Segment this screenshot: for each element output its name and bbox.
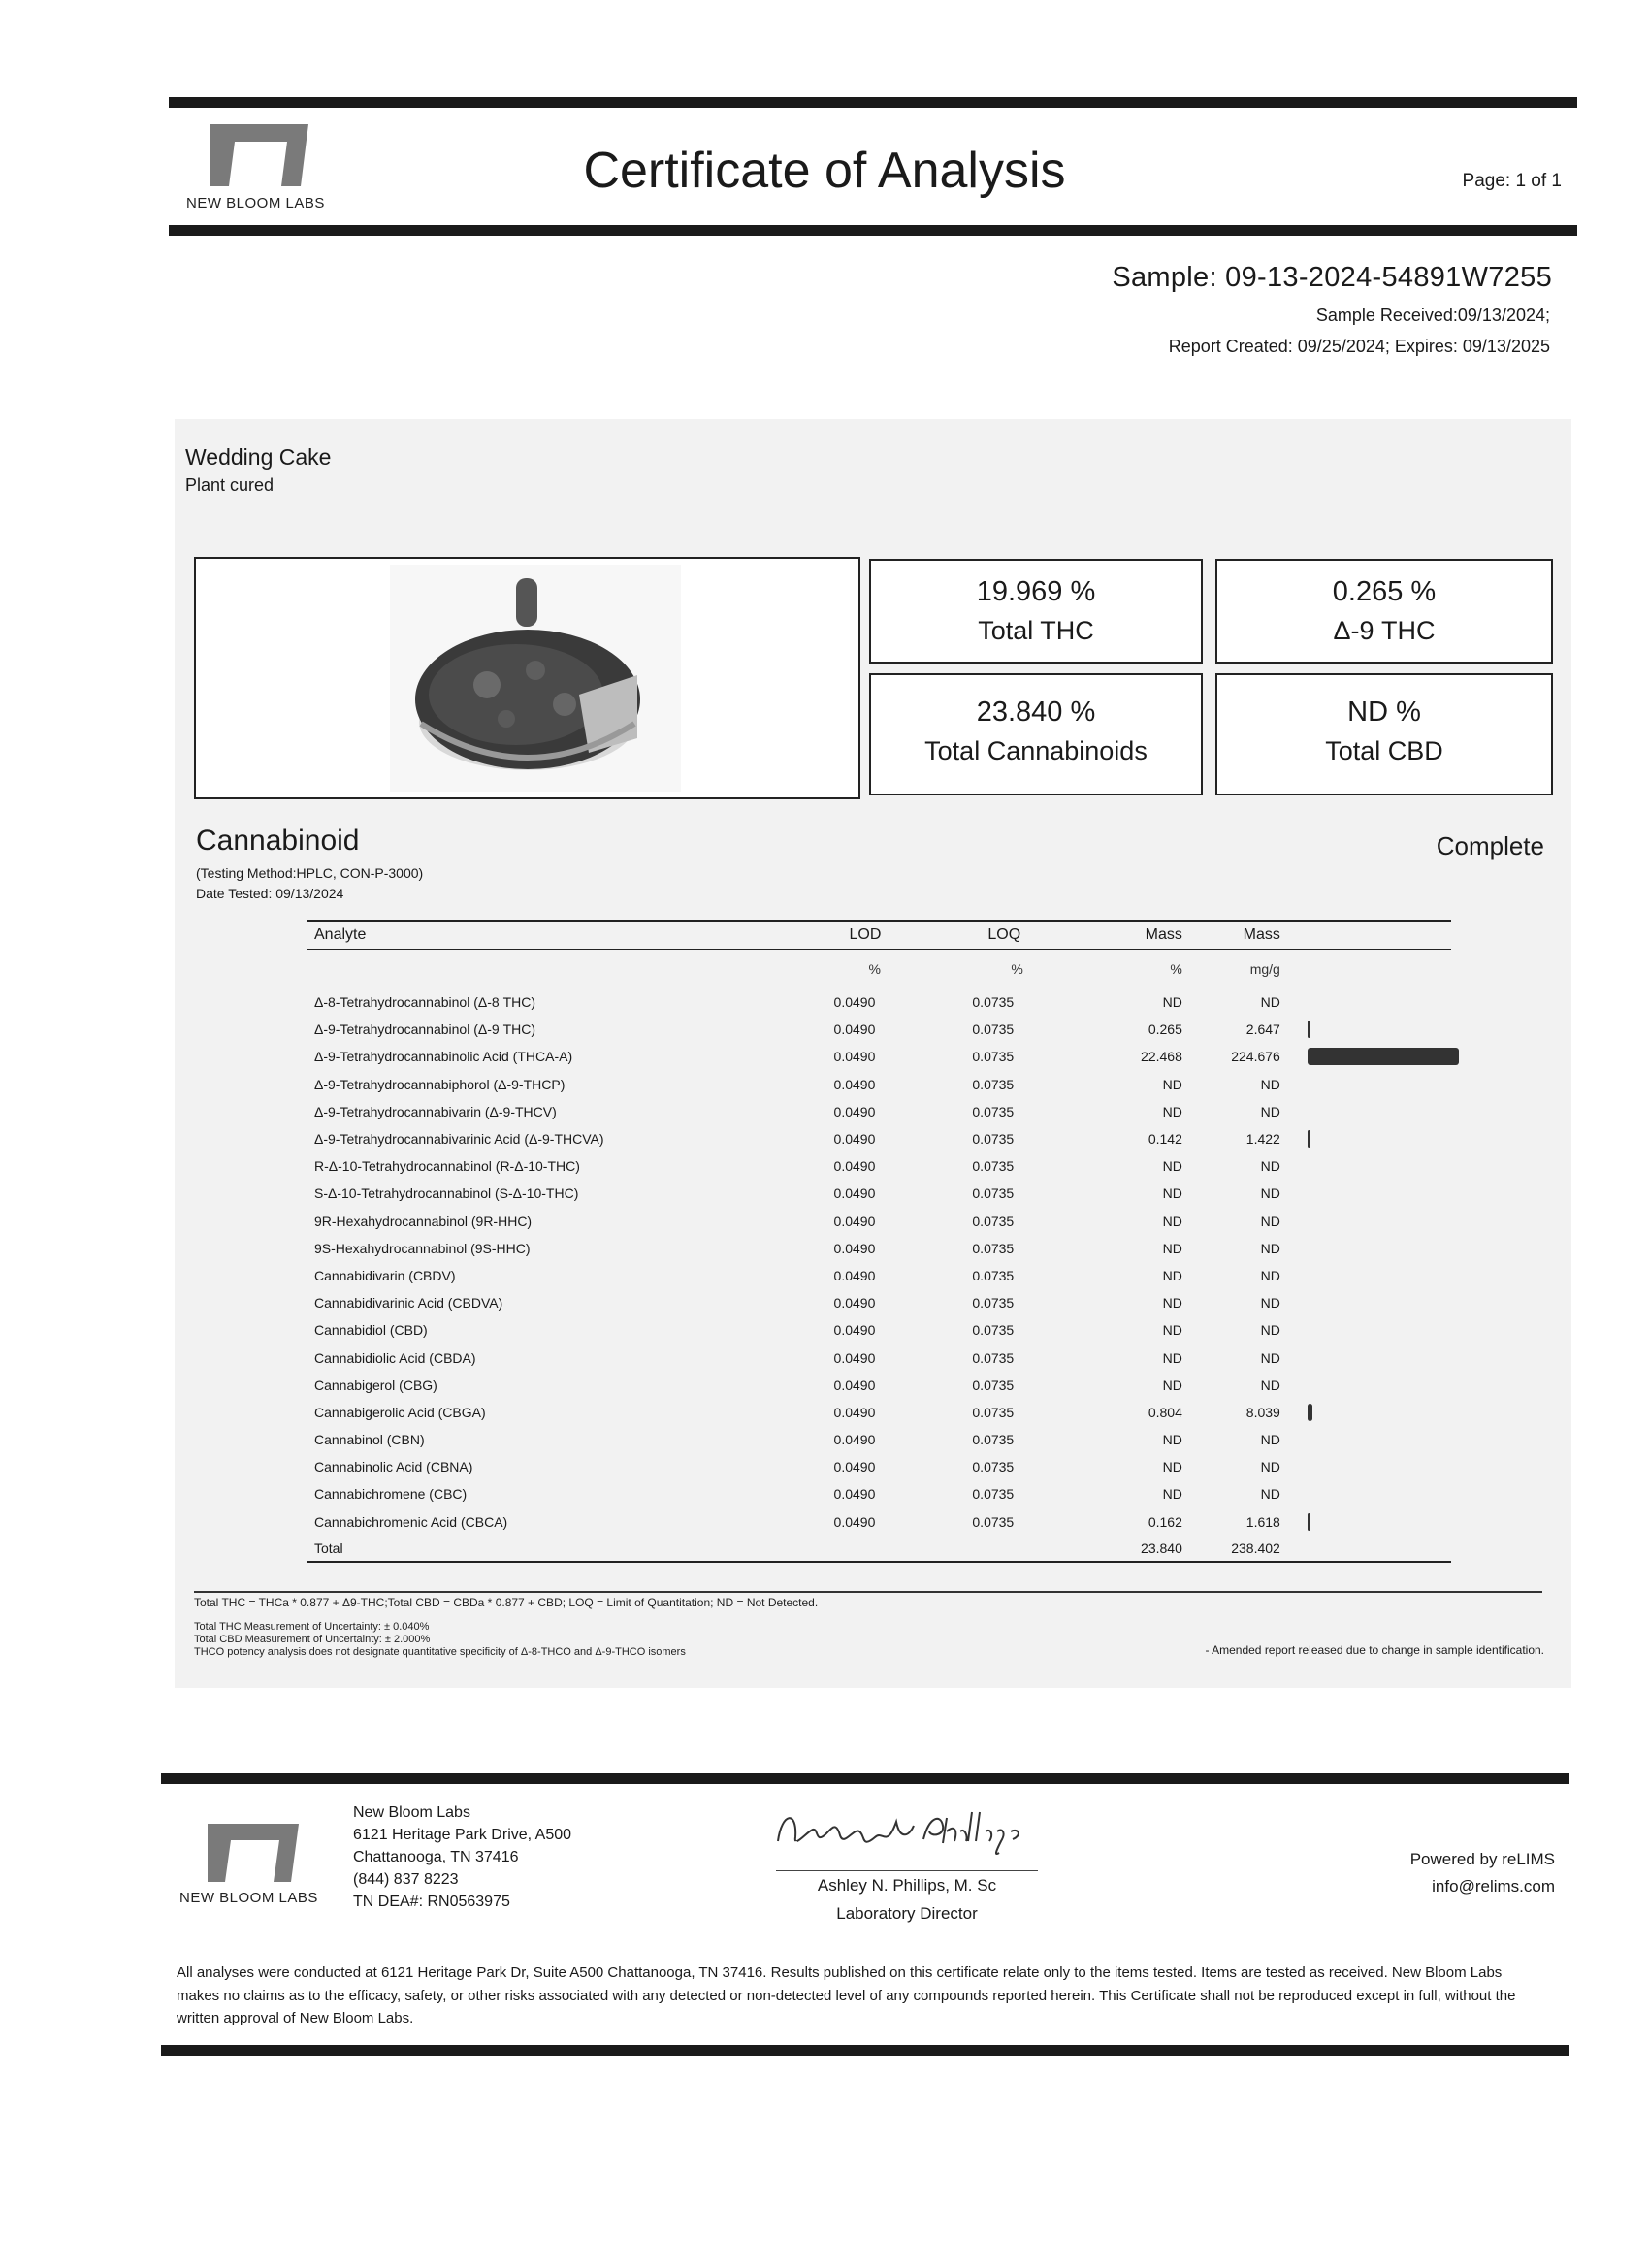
mass-bar-cell [1288,1453,1451,1480]
loq-cell: 0.0735 [972,1103,1015,1119]
table-row [307,1262,1451,1289]
signature-text: Ashley N Phillips [772,1839,873,1853]
lod-cell: 0.0490 [833,1486,876,1503]
unit-loq: % [1011,961,1023,977]
analyte-cell: 9S-Hexahydrocannabinol (9S-HHC) [314,1240,531,1256]
lod-cell: 0.0490 [833,1459,876,1475]
mass-mg-cell: ND [1260,1295,1280,1312]
formula-note: Total THC = THCa * 0.877 + Δ9-THC;Total CBD = CBDa * 0.877 + CBD; LOQ = Limit of Quantitation; ND = Not Detected. [194,1596,819,1609]
loq-cell: 0.0735 [972,1240,1015,1256]
mass-pct-cell: ND [1162,1377,1182,1393]
mass-mg-cell: ND [1260,1267,1280,1283]
table-row [307,1180,1451,1207]
product-photo [196,559,858,797]
unit-mass-pct: % [1170,961,1182,977]
loq-cell: 0.0735 [972,1432,1015,1448]
mass-pct-cell: ND [1162,1432,1182,1448]
loq-cell: 0.0735 [972,1322,1015,1339]
table-row [307,1125,1451,1152]
footer-logo-text: NEW BLOOM LABS [179,1890,318,1906]
mass-bar-cell [1288,1071,1451,1098]
analyte-cell: Cannabichromenic Acid (CBCA) [314,1513,508,1530]
lod-cell: 0.0490 [833,1076,876,1092]
analyte-cell: Δ-9-Tetrahydrocannabiphorol (Δ-9-THCP) [314,1076,566,1092]
total-cbd-value: ND % [1347,697,1421,728]
mass-pct-cell: ND [1162,1158,1182,1175]
testing-method: (Testing Method:HPLC, CON-P-3000) [196,865,424,881]
mass-bar-cell [1288,1180,1451,1207]
loq-cell: 0.0735 [972,1185,1015,1202]
table-row [307,1426,1451,1453]
table-row [307,1453,1451,1480]
mass-pct-cell: ND [1162,1076,1182,1092]
date-tested: Date Tested: 09/13/2024 [196,886,344,901]
mass-pct-cell: ND [1162,1459,1182,1475]
analyte-cell: Δ-9-Tetrahydrocannabivarinic Acid (Δ-9-THCVA) [314,1131,604,1148]
mass-mg-cell: 2.647 [1245,1021,1280,1038]
loq-cell: 0.0735 [972,1158,1015,1175]
footer-bottom-rule [161,2045,1569,2056]
lod-cell: 0.0490 [833,1213,876,1229]
loq-cell: 0.0735 [972,1513,1015,1530]
page-number: Page: 1 of 1 [1462,171,1562,191]
thc-uncertainty-note: Total THC Measurement of Uncertainty: ± 0.040% [194,1621,430,1633]
mass-bar [1308,1513,1310,1531]
total-cannabinoids-value: 23.840 % [976,697,1096,728]
header-lod: LOD [834,921,973,950]
mass-bar-cell [1288,1098,1451,1125]
mass-bar-cell [1288,1043,1451,1070]
mass-mg-cell: ND [1260,1459,1280,1475]
product-type: Plant cured [185,475,275,495]
lod-cell: 0.0490 [833,1267,876,1283]
powered-by: Powered by reLIMS [1409,1850,1555,1868]
loq-cell: 0.0735 [972,1486,1015,1503]
address-line: (844) 837 8223 [353,1871,459,1888]
mass-mg-cell: 1.618 [1245,1513,1280,1530]
table-row [307,1372,1451,1399]
product-name: Wedding Cake [185,444,332,470]
lod-cell: 0.0490 [833,1158,876,1175]
total-cannabinoids-label: Total Cannabinoids [924,736,1148,765]
mass-bar [1308,1404,1313,1421]
analyte-cell: Δ-9-Tetrahydrocannabivarin (Δ-9-THCV) [314,1103,557,1119]
mass-bar-cell [1288,1208,1451,1235]
mass-mg-cell: ND [1260,1158,1280,1175]
table-row [307,1208,1451,1235]
analyte-cell: Cannabigerolic Acid (CBGA) [314,1404,486,1420]
lod-cell: 0.0490 [833,1103,876,1119]
mass-mg-cell: ND [1260,1377,1280,1393]
table-row [307,1016,1451,1043]
header-loq: LOQ [972,921,1115,950]
analyte-cell: Cannabinol (CBN) [314,1432,425,1448]
address-line: 6121 Heritage Park Drive, A500 [353,1827,572,1843]
table-row [307,1289,1451,1316]
sample-id: Sample: 09-13-2024-54891W7255 [1112,262,1552,293]
table-row [307,1235,1451,1262]
analyte-cell: Cannabinolic Acid (CBNA) [314,1459,473,1475]
table-row [307,988,1451,1016]
table-row [307,1480,1451,1507]
signature [768,1802,1050,1863]
lod-cell: 0.0490 [833,1185,876,1202]
mass-bar-cell [1288,988,1451,1016]
powered-by-block [1410,1846,1555,1900]
mass-mg-cell: 224.676 [1231,1049,1280,1065]
analyte-cell: Δ-9-Tetrahydrocannabinolic Acid (THCA-A) [314,1049,573,1065]
loq-cell: 0.0735 [972,1021,1015,1038]
report-dates: Report Created: 09/25/2024; Expires: 09/13/2025 [1168,337,1550,356]
unit-lod: % [868,961,881,977]
mass-pct-cell: 0.265 [1148,1021,1182,1038]
footer-top-rule [161,1773,1569,1784]
analyte-cell: Δ-8-Tetrahydrocannabinol (Δ-8 THC) [314,994,536,1011]
mass-mg-cell: ND [1260,1213,1280,1229]
lod-cell: 0.0490 [833,994,876,1011]
results-table [307,920,1451,1563]
mass-bar-cell [1288,1152,1451,1180]
mass-bar-cell [1288,1316,1451,1344]
mass-mg-cell: ND [1260,1322,1280,1339]
loq-cell: 0.0735 [972,1049,1015,1065]
header-bottom-rule [169,225,1577,236]
mass-mg-cell: ND [1260,1240,1280,1256]
table-row [307,1071,1451,1098]
loq-cell: 0.0735 [972,1295,1015,1312]
delta9-thc-box [1215,559,1553,664]
mass-pct-cell: ND [1162,1240,1182,1256]
table-row [307,1399,1451,1426]
header-top-rule [169,97,1577,108]
mass-pct-cell: ND [1162,1295,1182,1312]
cbd-uncertainty-note: Total CBD Measurement of Uncertainty: ± 2.000% [194,1634,431,1645]
mass-pct-cell: 0.162 [1148,1513,1182,1530]
loq-cell: 0.0735 [972,1131,1015,1148]
lab-address [353,1801,571,1913]
total-mass-mg: 238.402 [1182,1536,1288,1562]
mass-pct-cell: ND [1162,1213,1182,1229]
analyte-cell: Cannabigerol (CBG) [314,1377,437,1393]
table-header-row [307,921,1451,950]
page-title: Certificate of Analysis [583,143,1066,199]
total-mass-pct: 23.840 [1115,1536,1182,1562]
lod-cell: 0.0490 [833,1131,876,1148]
units-row [307,950,1451,989]
total-loq [972,1536,1115,1562]
lod-cell: 0.0490 [833,1049,876,1065]
mass-pct-cell: 0.804 [1148,1404,1182,1420]
analyte-cell: Cannabidivarinic Acid (CBDVA) [314,1295,503,1312]
analyte-cell: Cannabidivarin (CBDV) [314,1267,456,1283]
header-logo-text: NEW BLOOM LABS [186,195,325,211]
mass-mg-cell: ND [1260,1349,1280,1366]
loq-cell: 0.0735 [972,1267,1015,1283]
table-row [307,1152,1451,1180]
mass-bar-cell [1288,1344,1451,1371]
analyte-cell: Δ-9-Tetrahydrocannabinol (Δ-9 THC) [314,1021,536,1038]
mass-bar [1308,1130,1310,1148]
mass-mg-cell: 1.422 [1245,1131,1280,1148]
address-line: Chattanooga, TN 37416 [353,1849,519,1865]
amended-note: - Amended report released due to change in sample identification. [1205,1643,1544,1657]
product-photo-frame [194,557,860,799]
loq-cell: 0.0735 [972,1404,1015,1420]
lod-cell: 0.0490 [833,1513,876,1530]
address-line: New Bloom Labs [353,1804,470,1821]
signer-title: Laboratory Director [836,1904,978,1923]
mass-mg-cell: ND [1260,1486,1280,1503]
disclaimer: All analyses were conducted at 6121 Heritage Park Dr, Suite A500 Chattanooga, TN 37416. Results published on this certificate relate only to the items tested. Items are tested as received. New Bloom Labs makes no claims as to the efficacy, safety, or other risks associated with any detected or non-detected level of any compounds reported herein. This Certificate shall not be reproduced except in full, without the written approval of New Bloom Labs. [177,1964,1516,2026]
notes-rule [194,1591,1542,1593]
mass-bar-cell [1288,1016,1451,1043]
total-cannabinoids-box [869,673,1203,795]
mass-pct-cell: ND [1162,1486,1182,1503]
header-analyte: Analyte [307,921,834,950]
mass-bar-cell [1288,1372,1451,1399]
table-row [307,1316,1451,1344]
mass-bar-cell [1288,1399,1451,1426]
lod-cell: 0.0490 [833,1295,876,1312]
lod-cell: 0.0490 [833,1240,876,1256]
loq-cell: 0.0735 [972,1349,1015,1366]
mass-pct-cell: ND [1162,1103,1182,1119]
total-lod [834,1536,973,1562]
lod-cell: 0.0490 [833,1349,876,1366]
mass-pct-cell: ND [1162,1349,1182,1366]
footer-logo [202,1824,303,1882]
mass-mg-cell: ND [1260,1103,1280,1119]
mass-pct-cell: ND [1162,994,1182,1011]
total-thc-value: 19.969 % [976,576,1096,607]
mass-pct-cell: 22.468 [1141,1049,1182,1065]
amended-note-text: Amended report released due to change in sample identification. [1212,1643,1544,1657]
section-status: Complete [1436,831,1544,860]
mass-bar [1308,1048,1459,1065]
mass-pct-cell: 0.142 [1148,1131,1182,1148]
mass-bar-cell [1288,1235,1451,1262]
loq-cell: 0.0735 [972,994,1015,1011]
mass-pct-cell: ND [1162,1185,1182,1202]
analyte-cell: Cannabidiol (CBD) [314,1322,428,1339]
mass-pct-cell: ND [1162,1267,1182,1283]
mass-mg-cell: ND [1260,1185,1280,1202]
delta9-thc-value: 0.265 % [1332,576,1437,607]
signature-line [776,1870,1038,1871]
header-mass-pct: Mass [1115,921,1182,950]
mass-mg-cell: ND [1260,994,1280,1011]
mass-bar-cell [1288,1125,1451,1152]
lod-cell: 0.0490 [833,1377,876,1393]
loq-cell: 0.0735 [972,1213,1015,1229]
table-row [307,1098,1451,1125]
mass-mg-cell: ND [1260,1432,1280,1448]
address-line: TN DEA#: RN0563975 [353,1894,510,1910]
total-row [307,1536,1451,1562]
thco-note: THCO potency analysis does not designate quantitative specificity of Δ-8-THCO and Δ-9-THCO isomers [194,1646,686,1658]
unit-mass-mg: mg/g [1249,961,1280,977]
analyte-cell: S-Δ-10-Tetrahydrocannabinol (S-Δ-10-THC) [314,1185,579,1202]
loq-cell: 0.0735 [972,1377,1015,1393]
table-row [307,1344,1451,1371]
total-cbd-label: Total CBD [1325,736,1443,765]
mass-mg-cell: ND [1260,1076,1280,1092]
analyte-cell: R-Δ-10-Tetrahydrocannabinol (R-Δ-10-THC) [314,1158,580,1175]
total-thc-box [869,559,1203,664]
total-label: Total [307,1536,834,1562]
table-row [307,1043,1451,1070]
mass-bar-cell [1288,1508,1451,1536]
lod-cell: 0.0490 [833,1404,876,1420]
table-row [307,1508,1451,1536]
mass-bar [1308,1021,1310,1038]
loq-cell: 0.0735 [972,1459,1015,1475]
sample-received: Sample Received:09/13/2024; [1315,306,1550,325]
contact-email[interactable]: info@relims.com [1432,1877,1555,1895]
signer-name: Ashley N. Phillips, M. Sc [817,1876,997,1895]
total-bar [1288,1536,1451,1562]
total-cbd-box [1215,673,1553,795]
analyte-cell: Cannabidiolic Acid (CBDA) [314,1349,476,1366]
mass-bar-cell [1288,1262,1451,1289]
analyte-cell: Cannabichromene (CBC) [314,1486,468,1503]
delta9-thc-label: Δ-9 THC [1333,616,1436,645]
lod-cell: 0.0490 [833,1021,876,1038]
total-thc-label: Total THC [978,616,1094,645]
loq-cell: 0.0735 [972,1076,1015,1092]
header-mass-mg: Mass [1182,921,1288,950]
mass-bar-cell [1288,1289,1451,1316]
analyte-cell: 9R-Hexahydrocannabinol (9R-HHC) [314,1213,533,1229]
mass-mg-cell: 8.039 [1245,1404,1280,1420]
lod-cell: 0.0490 [833,1322,876,1339]
signature-image [768,1802,1050,1863]
mass-bar-cell [1288,1480,1451,1507]
lod-cell: 0.0490 [833,1432,876,1448]
section-title: Cannabinoid [196,825,360,857]
header-bar [1288,921,1451,950]
mass-bar-cell [1288,1426,1451,1453]
mass-pct-cell: ND [1162,1322,1182,1339]
